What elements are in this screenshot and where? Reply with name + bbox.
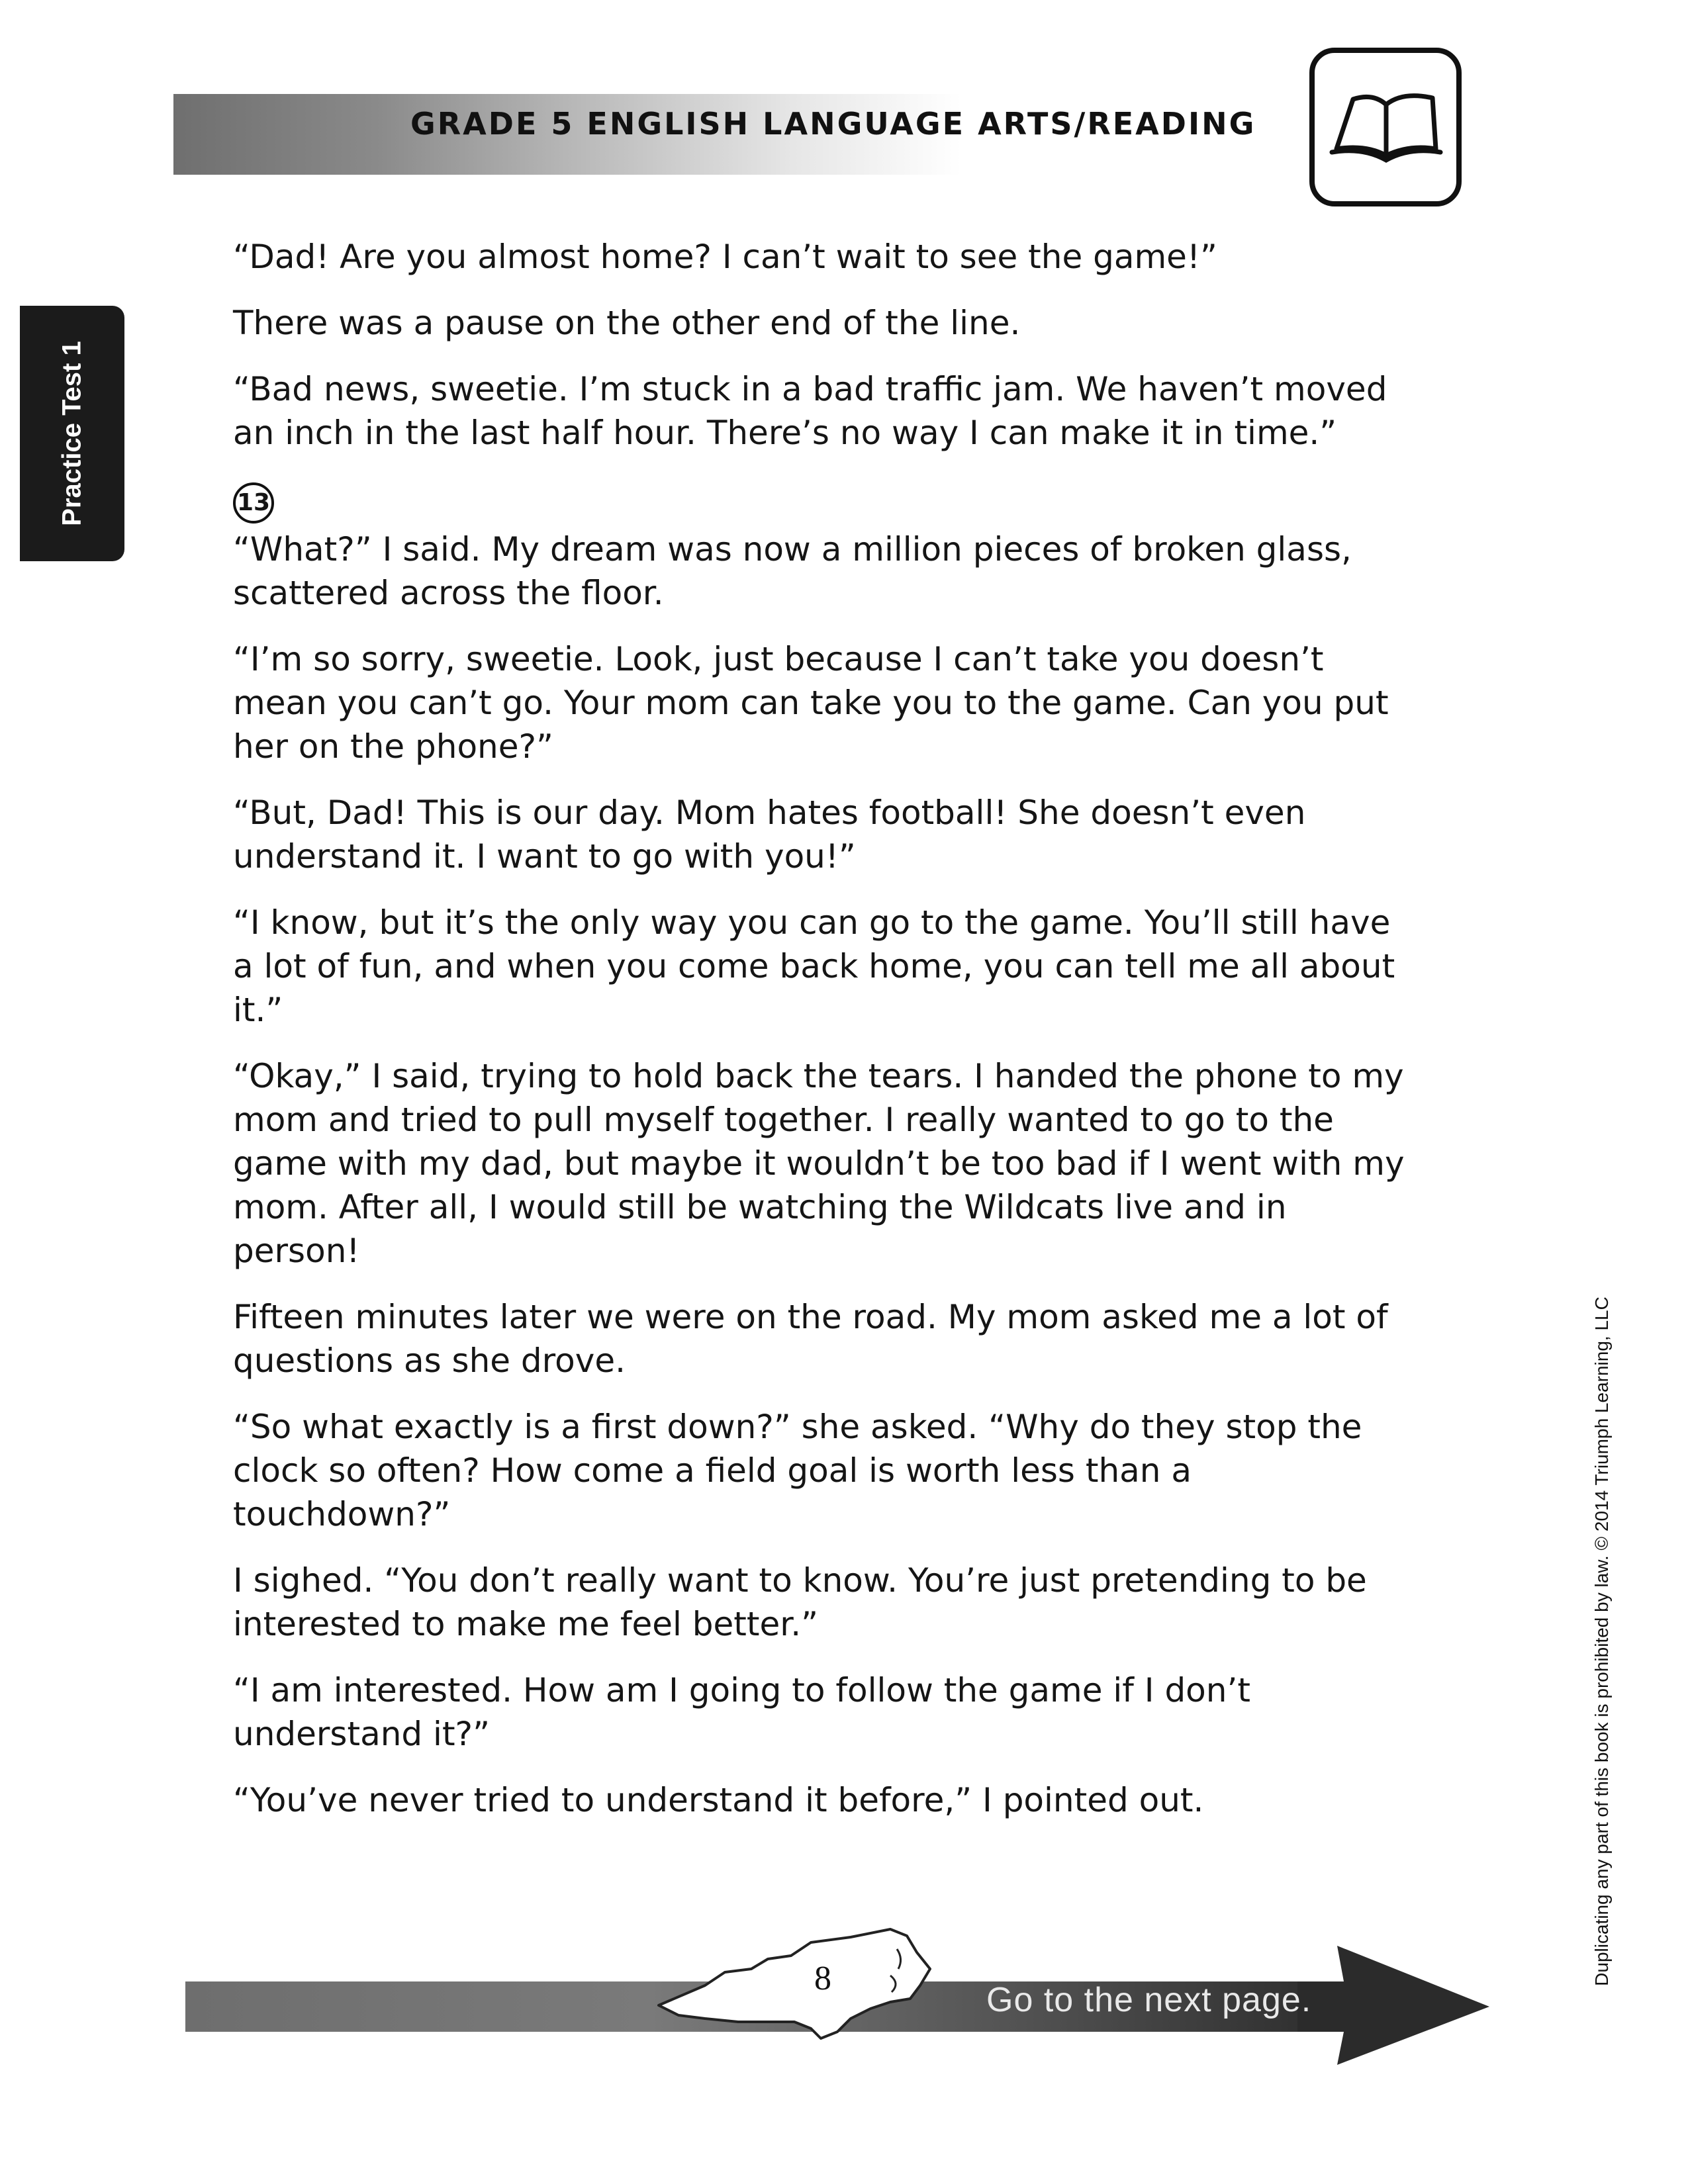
page-header-title: GRADE 5 ENGLISH LANGUAGE ARTS/READING xyxy=(410,106,1256,142)
passage-paragraph: “What?” I said. My dream was now a million pieces of broken glass, scattered across the floor. xyxy=(233,530,1352,612)
paragraph-number-marker: 13 xyxy=(233,482,274,523)
page-number: 8 xyxy=(814,1960,831,1997)
passage-paragraph: “Okay,” I said, trying to hold back the tears. I handed the phone to my mom and tried to pull myself together. I really wanted to go to the game with my dad, but maybe it wouldn’t be too bad if I went with my mom. After all, I would still be watching the Wildcats live and in person! xyxy=(233,1057,1405,1270)
passage-paragraph: There was a pause on the other end of the line. xyxy=(233,304,1021,342)
copyright-notice: Duplicating any part of this book is prohibited by law. © 2014 Triumph Learning, LLC xyxy=(1591,1297,1612,1986)
passage-paragraph: Fifteen minutes later we were on the road. My mom asked me a lot of questions as she drove. xyxy=(233,1298,1388,1380)
open-book-icon xyxy=(1309,48,1462,206)
passage-paragraph: “But, Dad! This is our day. Mom hates football! She doesn’t even understand it. I want to go with you!” xyxy=(233,794,1306,876)
passage-paragraph: I sighed. “You don’t really want to know. You’re just pretending to be interested to make me feel better.” xyxy=(233,1561,1367,1643)
passage xyxy=(233,235,1418,1844)
passage-paragraph: “Dad! Are you almost home? I can’t wait to see the game!” xyxy=(233,238,1217,276)
passage-paragraph: “I know, but it’s the only way you can go to the game. You’ll still have a lot of fun, and when you come back home, you can tell me all about it.” xyxy=(233,903,1395,1029)
next-page-arrow-icon xyxy=(1297,1946,1496,2065)
passage-paragraph: “You’ve never tried to understand it before,” I pointed out. xyxy=(233,1781,1204,1819)
north-carolina-map-icon xyxy=(652,1923,943,2042)
passage-paragraph: “Bad news, sweetie. I’m stuck in a bad traffic jam. We haven’t moved an inch in the last half hour. There’s no way I can make it in time.” xyxy=(233,370,1387,452)
passage-paragraph: “I am interested. How am I going to follow the game if I don’t understand it?” xyxy=(233,1671,1250,1753)
practice-test-tab xyxy=(20,306,124,561)
next-page-label: Go to the next page. xyxy=(986,1981,1312,2019)
practice-test-label: Practice Test 1 xyxy=(57,341,87,526)
passage-paragraph: “So what exactly is a first down?” she asked. “Why do they stop the clock so often? How come a field goal is worth less than a touchdown?” xyxy=(233,1408,1362,1533)
passage-paragraph: “I’m so sorry, sweetie. Look, just because I can’t take you doesn’t mean you can’t go. Your mom can take you to the game. Can you put her on the phone?” xyxy=(233,640,1389,766)
